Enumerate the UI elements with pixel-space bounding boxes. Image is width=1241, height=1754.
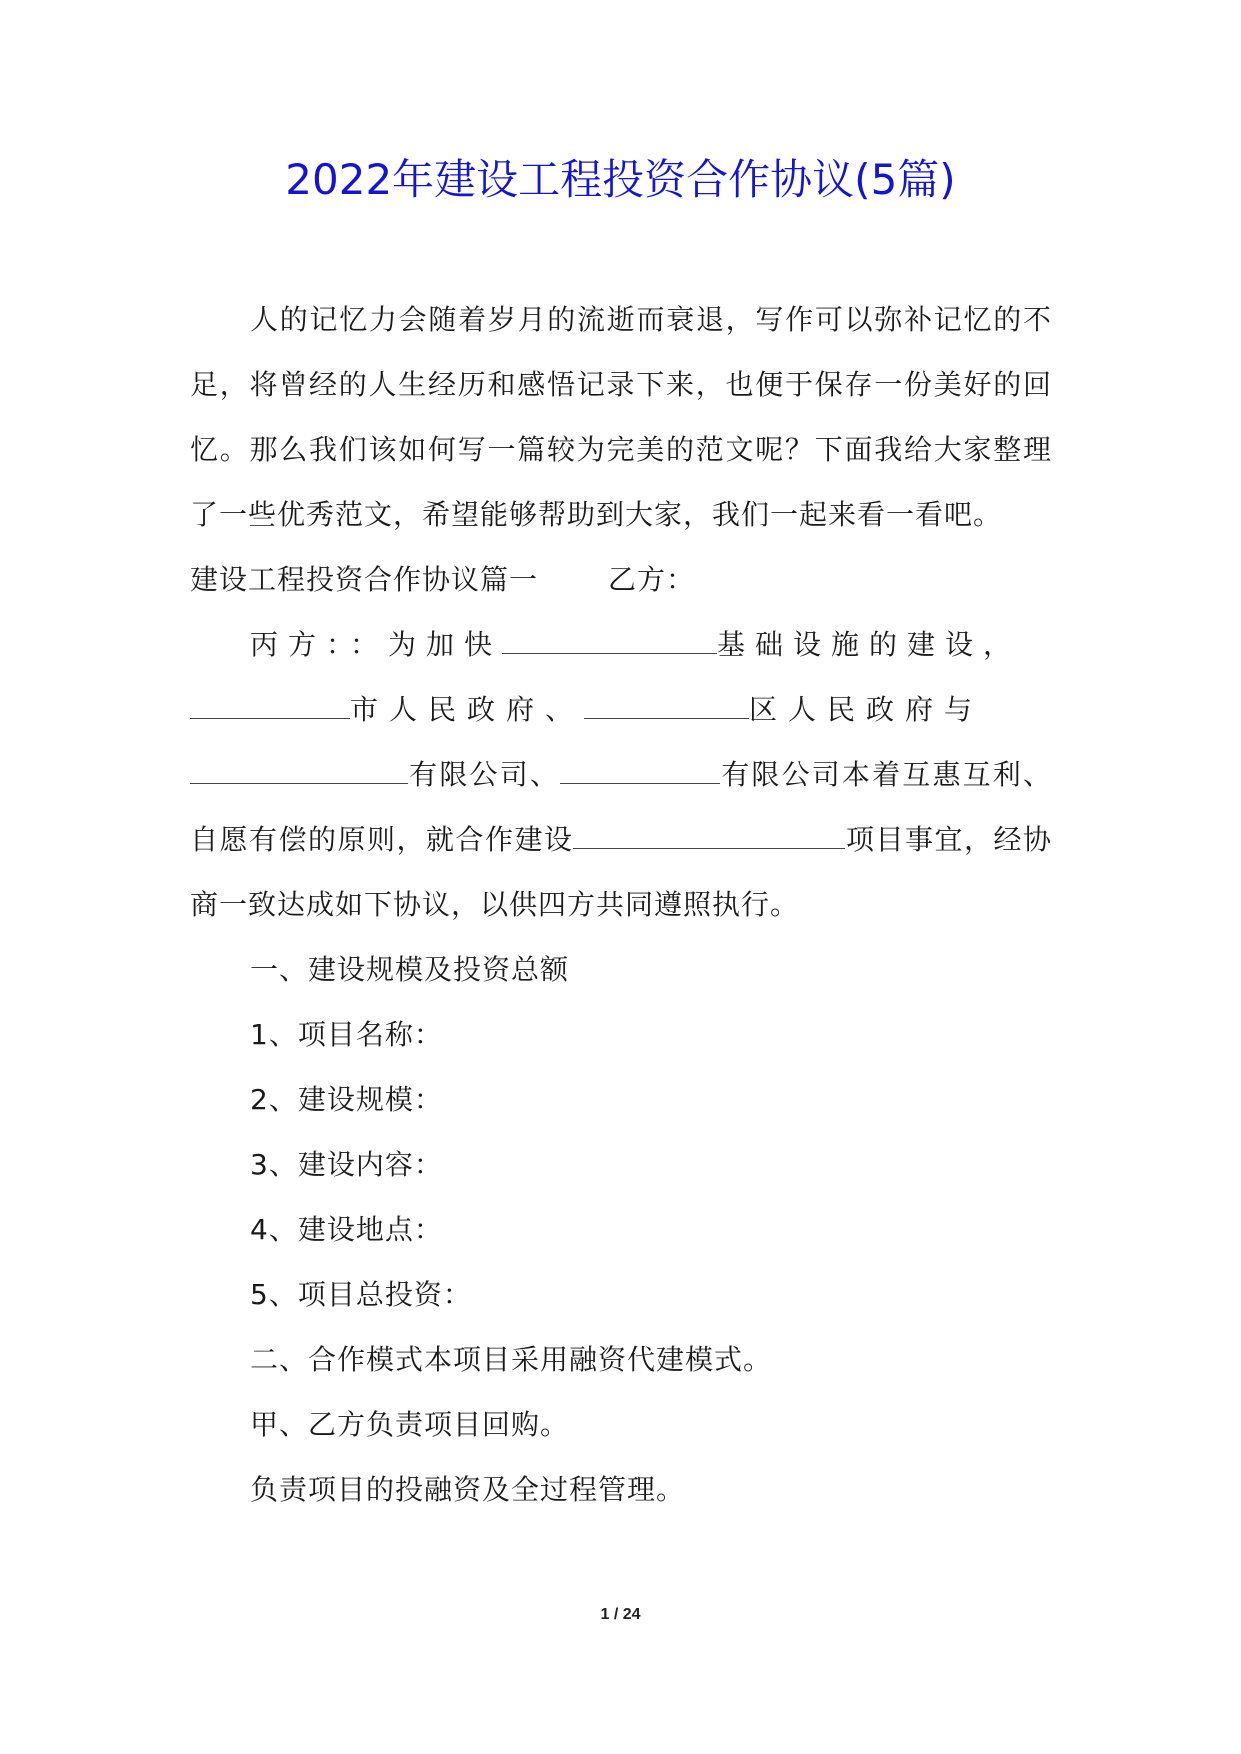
clause-text-c: 市人民政府、 xyxy=(350,693,585,726)
list-item: 5、项目总投资： xyxy=(250,1278,472,1311)
clause-paragraph-line2 xyxy=(190,677,1052,742)
clause-text-a: 丙方：：为加快 xyxy=(250,628,503,661)
list-item: 4、建设地点： xyxy=(250,1213,443,1246)
clause-text-e: 有限公司、 xyxy=(408,758,561,791)
blank-field-3 xyxy=(584,692,749,719)
intro-paragraph: 人的记忆力会随着岁月的流逝而衰退，写作可以弥补记忆的不足，将曾经的人生经历和感悟记录下来，也便于保存一份美好的回忆。那么我们该如何写一篇较为完美的范文呢？下面我给大家整理了一些优秀范文，希望能够帮助到大家，我们一起来看一看吧。 xyxy=(190,303,1052,531)
page-number: 1 / 24 xyxy=(600,1606,641,1623)
body-line: 负责项目的投融资及全过程管理。 xyxy=(250,1473,686,1506)
body-line: 甲、乙方负责项目回购。 xyxy=(250,1408,570,1441)
clause-text-g: 项目事宜，经协商一致达成如下协议，以供四方共同遵照执行。 xyxy=(190,823,1052,921)
blank-field-4 xyxy=(190,757,408,784)
clause-text-f: 有限公司本着互惠互利、自愿有偿的原则，就合作建设 xyxy=(190,758,1052,856)
list-item: 3、建设内容： xyxy=(250,1148,443,1181)
blank-field-6 xyxy=(573,822,845,849)
blank-field-5 xyxy=(560,757,720,784)
agreement-heading: 建设工程投资合作协议篇一 xyxy=(190,563,539,596)
clause-paragraph-rest xyxy=(190,742,1052,937)
document-title: 2022年建设工程投资合作协议(5篇) xyxy=(285,155,956,204)
section-heading-2: 二、合作模式本项目采用融资代建模式。 xyxy=(250,1343,773,1376)
clause-text-b: 基础设施的建设， xyxy=(717,628,1022,661)
list-item: 2、建设规模： xyxy=(250,1083,443,1116)
party-b-label: 乙方： xyxy=(608,563,696,596)
blank-field-2 xyxy=(190,692,350,719)
blank-field-1 xyxy=(502,627,717,654)
clause-paragraph-line1 xyxy=(190,612,1052,677)
clause-text-d: 区人民政府与 xyxy=(749,693,984,726)
agreement-heading-line xyxy=(190,547,1052,612)
document-body xyxy=(190,287,1052,1522)
list-item: 1、项目名称： xyxy=(250,1018,443,1051)
section-heading-1: 一、建设规模及投资总额 xyxy=(250,953,570,986)
